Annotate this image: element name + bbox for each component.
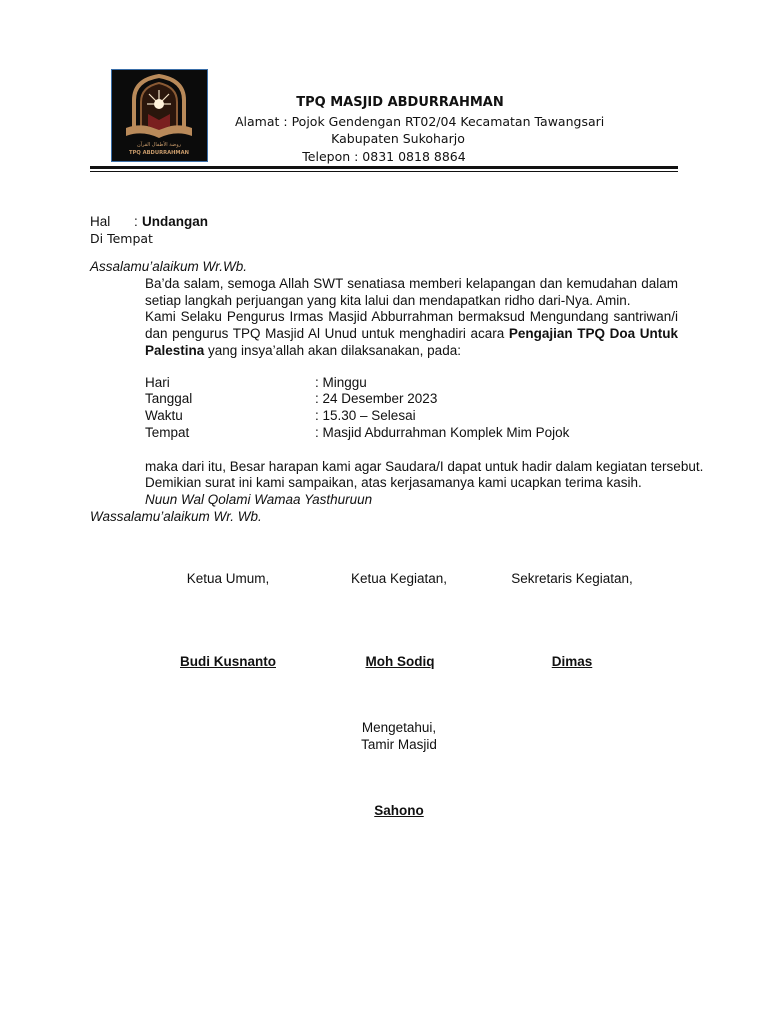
closing-thanks: Demikian surat ini kami sampaikan, atas kerjasamanya kami ucapkan terima kasih. [145,475,642,490]
destination: Di Tempat [90,231,153,246]
letterhead-phone: Telepon : 0831 0818 8864 [302,149,466,164]
motto: Nuun Wal Qolami Wamaa Yasthuruun [145,492,373,507]
detail-label-date: Tanggal [145,391,193,406]
detail-label-day: Hari [145,375,170,390]
detail-label-place: Tempat [145,425,190,440]
signature-name-chairman: Budi Kusnanto [180,654,276,669]
signature-title-secretary: Sekretaris Kegiatan, [511,571,633,586]
approval-role: Tamir Masjid [361,737,437,752]
closing-hope: maka dari itu, Besar harapan kami agar Saudara/I dapat untuk hadir dalam kegiatan tersebut. [145,459,704,474]
invitation-text-after: yang insya’allah akan dilaksanakan, pada: [204,343,461,358]
event-name: Pengajian TPQ Doa Untuk Palestina [145,326,678,358]
opening-paragraph: Ba’da salam, semoga Allah SWT senatiasa memberi kelapangan dan kemudahan dalam setiap langkah perjuangan yang kita lalui dan mendapatkan ridho dari-Nya. Amin. [145,276,678,308]
detail-value-place: : Masjid Abdurrahman Komplek Mim Pojok [315,425,570,440]
approval-block [309,719,489,753]
detail-value-date: : 24 Desember 2023 [315,391,438,406]
approval-label: Mengetahui, [361,720,437,735]
organization-logo [111,69,208,162]
signature-name-event-chair: Moh Sodiq [365,654,435,669]
detail-value-day: : Minggu [315,375,367,390]
letterhead-regency: Kabupaten Sukoharjo [331,131,465,146]
invitation-text-before: Kami Selaku Pengurus Irmas Masjid Abburrahman bermaksud Mengundang santriwan/i dan pengurus TPQ Masjid Al Unud untuk menghadiri acara [145,309,678,341]
subject-label: Hal [90,214,111,229]
subject-colon: : [134,214,138,229]
subject-value: Undangan [142,214,208,229]
letterhead-divider-thin [90,171,678,172]
greeting: Assalamu’alaikum Wr.Wb. [90,259,248,274]
farewell: Wassalamu’alaikum Wr. Wb. [90,509,262,524]
signature-title-event-chair: Ketua Kegiatan, [350,571,448,586]
svg-text:TPQ ABDURRAHMAN: TPQ ABDURRAHMAN [129,150,189,156]
detail-label-time: Waktu [145,408,183,423]
letterhead-title: TPQ MASJID ABDURRAHMAN [296,95,504,110]
signature-name-secretary: Dimas [551,654,593,669]
approval-name: Sahono [374,803,424,818]
mosque-book-logo-icon [112,70,207,161]
letterhead-address: Alamat : Pojok Gendengan RT02/04 Kecamatan Tawangsari [235,114,605,129]
detail-value-time: : 15.30 – Selesai [315,408,416,423]
svg-text:روضة الأطفال القرآن: روضة الأطفال القرآن [136,142,182,148]
signature-title-chairman: Ketua Umum, [186,571,270,586]
invitation-paragraph [145,308,678,359]
letterhead-divider-thick [90,166,678,169]
